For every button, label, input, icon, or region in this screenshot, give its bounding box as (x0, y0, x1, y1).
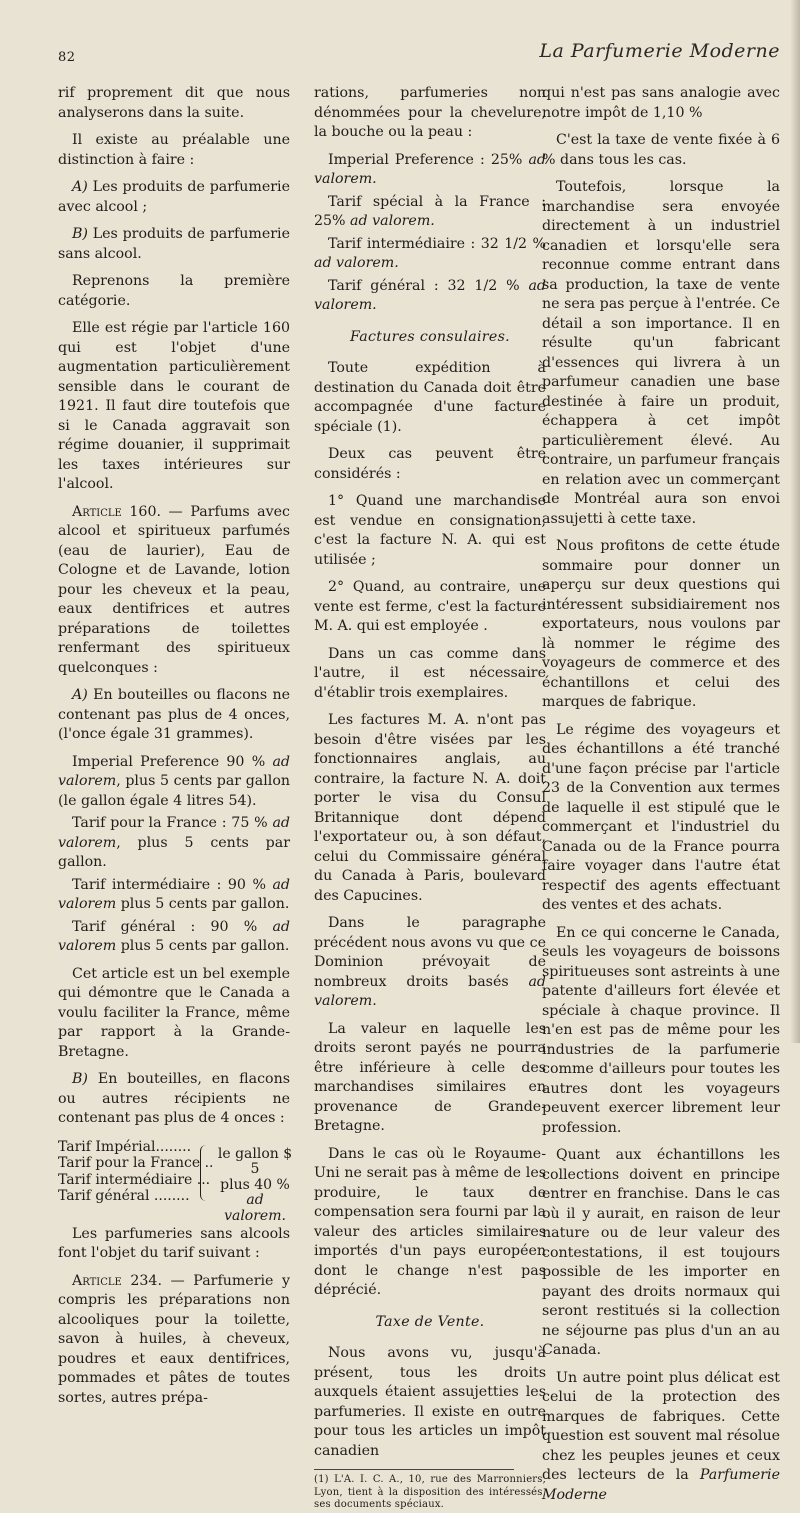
paragraph (314, 235, 546, 274)
paragraph (58, 876, 290, 915)
paragraph: La valeur en laquelle les droits seront payés ne pourra être inférieure à celle des marchandises similaires en provenance de Grande-Bretagne. (314, 1020, 546, 1134)
paragraph: Toute expédition à destination du Canada doit être accompagnée d'une facture spéciale (1). (314, 360, 546, 435)
paragraph: Les factures M. A. n'ont pas besoin d'être visées par les fonctionnaires anglais, au contraire, la facture N. A. doit porter le visa du Consul Britannique dont dépend l'exportateur ou, à son défaut, celui du Commissaire général du Canada à Paris, boulevard des Capucines. (314, 712, 546, 904)
paragraph (58, 918, 290, 957)
tarif-labels (58, 1138, 214, 1205)
italic-run: ad valorem. (314, 277, 546, 313)
text-run: Imperial Preference : 25% (328, 151, 529, 168)
running-head: La Parfumerie Moderne (539, 40, 780, 62)
article-text: — Parfums avec alcool et spiritueux parfumés (eau de laurier), Eau de Cologne et de Lavande, lotion pour les cheveux et la peau, eaux dentifrices et autres préparations de toilettes renfermant des spiritueux quelconques : (58, 503, 290, 676)
paragraph: Toutefois, lorsque la marchandise sera envoyée directement à un industriel canadien et lorsqu'elle sera reconnue comme entrant dans sa production, la taxe de vente ne sera pas perçue à l'entrée. Ce détail a son importance. Il en résulte qu'un fabricant d'essences qui livrera à un parfumeur canadien une base destinée à faire un produit, échappera à cet impôt particulièrement élevé. Au contraire, un parfumeur français en relation avec un commerçant de Montréal aura son envoi assujetti à cette taxe. (542, 179, 780, 527)
tarif-value (216, 1147, 294, 1225)
paragraph: Dans un cas comme dans l'autre, il est nécessaire d'établir trois exemplaires. (314, 645, 546, 701)
paragraph: Reprenons la première catégorie. (58, 273, 290, 309)
tarif-value-line: ad valorem. (224, 1192, 286, 1224)
tarif-row: Tarif pour la France .. (58, 1155, 214, 1171)
text-run: Tarif général : 32 1/2 % (328, 277, 529, 294)
column-2 (314, 84, 546, 1512)
paragraph (58, 1070, 290, 1129)
paragraph: 1° Quand une marchandise est vendue en consignation, c'est la facture N. A. qui est utilisée ; (314, 493, 546, 568)
text-run: , plus 5 cents par gallon (le gallon égale 4 litres 54). (58, 773, 290, 809)
tarif-value-line: plus 40 % (220, 1176, 290, 1193)
item-label: A) (72, 687, 88, 703)
paragraph: Quant aux échantillons les collections doivent en principe entrer en franchise. Dans le cas où il y aurait, en raison de leur nature ou de leur valeur des contestations, il est toujours possible de les importer en payant des droits normaux qui seront restitués si la collection ne séjourne pas plus d'un an au Canada. (542, 1147, 780, 1358)
italic-run: ad valorem (314, 973, 546, 1009)
italic-run: ad valorem. (314, 151, 546, 187)
paragraph (58, 814, 290, 873)
text-run: plus 5 cents par gallon. (116, 938, 290, 954)
text-run: Un autre point plus délicat est celui de la protection des marques de fabriques. Cette question est souvent mal résolue chez les peuples jeunes et ceux des lecteurs de la (542, 1369, 780, 1483)
paragraph (58, 753, 290, 812)
italic-run: ad valorem (58, 753, 290, 789)
text-run: , plus 5 cents par gallon. (58, 834, 290, 870)
text-run: . (372, 993, 377, 1009)
article-heading: Article 160. (72, 503, 161, 520)
paragraph (58, 686, 290, 745)
paragraph (314, 151, 546, 190)
column-1 (58, 84, 293, 1416)
text-run: Tarif pour la France : 75 % (72, 815, 273, 831)
text-run: Tarif général : 90 % (72, 918, 273, 935)
paragraph: En ce qui concerne le Canada, seuls les voyageurs de boissons spiritueuses sont astreints à une patente d'ailleurs fort élevée et spéciale à chaque province. Il n'en est pas de même pour les industries de la parfumerie comme d'ailleurs pour toutes les autres dont les voyageurs peuvent exercer librement leur profession. (542, 924, 780, 1136)
item-label: A) (72, 179, 88, 195)
paragraph (58, 178, 290, 217)
text-run: Tarif intermédiaire : 32 1/2 % (328, 235, 546, 252)
column-3 (542, 84, 780, 1513)
item-label: B) (72, 1071, 88, 1087)
paragraph: Les parfumeries sans alcools font l'objet du tarif suivant : (58, 1225, 290, 1261)
paragraph (58, 1272, 290, 1409)
paragraph: Il existe au préalable une distinction à faire : (58, 132, 290, 168)
paragraph (542, 1369, 780, 1506)
paragraph: 2° Quand, au contraire, une vente est ferme, c'est la facture M. A. qui est employée . (314, 579, 546, 634)
text-run: Tarif intermédiaire : 90 % (72, 876, 273, 893)
page-number: 82 (58, 50, 76, 65)
paragraph: Deux cas peuvent être considérés : (314, 446, 546, 482)
paragraph: C'est la taxe de vente fixée à 6 % dans tous les cas. (542, 132, 780, 168)
tarif-row: Tarif intermédiaire ... (58, 1171, 211, 1188)
article-text: — Parfumerie y compris les préparations non alcooliques pour la toilette, savon à huiles, à cheveux, poudres et eaux dentifrices, pommades et pâtes de toutes sortes, autres prépa- (58, 1272, 290, 1406)
italic-run: ad valorem (58, 815, 290, 851)
item-text: En bouteilles ou flacons ne contenant pas plus de 4 onces, (l'once égale 31 grammes). (58, 687, 290, 742)
footnote-divider (314, 1469, 514, 1470)
paragraph: Cet article est un bel exemple qui démontre que le Canada a voulu faciliter la France, même par rapport à la Grande-Bretagne. (58, 965, 290, 1060)
tarif-table (58, 1138, 293, 1224)
tarif-value-line: le gallon $ 5 (217, 1145, 293, 1177)
paragraph: Le régime des voyageurs et des échantillons a été tranché d'une façon précise par l'article 23 de la Convention aux termes de laquelle il est stipulé que le commerçant et l'industriel du Canada ou de la France pourra faire voyager dans l'autre état respectif des agents effectuant des ventes et des achats. (542, 721, 780, 913)
article-heading: Article 234. (72, 1272, 162, 1289)
paragraph: Elle est régie par l'article 160 qui est l'objet d'une augmentation particulièrement sensible dans le courant de 1921. Il faut dire toutefois que si le Canada aggravait son régime douanier, il supprimait les taxes intérieures sur l'alcool. (58, 320, 290, 492)
footnote: (1) L'A. I. C. A., 10, rue des Marronniers, Lyon, tient à la disposition des intéressés, ses documents spéciaux. (314, 1474, 546, 1510)
paragraph (58, 503, 290, 679)
italic-run: ad valorem. (314, 255, 399, 271)
paragraph: Nous avons vu, jusqu'à présent, tous les droits auxquels étaient assujetties les parfumeries. Il existe en outre pour tous les articles un impôt canadien (314, 1345, 546, 1459)
section-heading: Taxe de Vente. (375, 1313, 485, 1330)
text-run: Dans le paragraphe précédent nous avons vu que ce Dominion prévoyait de nombreux droits basés (314, 915, 546, 990)
paragraph (314, 277, 546, 316)
paragraph: Nous profitons de cette étude sommaire pour donner un aperçu sur deux questions qui intéressent subsidiairement nos exportateurs, nous voulons par là nommer le régime des voyageurs de commerce et des échantillons et celui des marques de fabrique. (542, 538, 780, 710)
item-text: Les produits de parfumerie avec alcool ; (58, 179, 290, 215)
italic-run: ad valorem (58, 918, 290, 954)
paragraph: rif proprement dit que nous analyserons dans la suite. (58, 85, 290, 121)
text-run: Tarif spécial à la France : 25% (314, 193, 546, 229)
item-text: Les produits de parfumerie sans alcool. (58, 226, 290, 262)
brace (200, 1145, 211, 1201)
item-label: B) (72, 226, 88, 242)
text-run: Imperial Preference 90 % (72, 753, 273, 770)
text-run: plus 5 cents par gallon. (116, 896, 290, 912)
paragraph (58, 225, 290, 264)
paragraph (314, 193, 546, 232)
italic-run: ad valorem (58, 876, 290, 912)
italic-run: Parfumerie Moderne (542, 1467, 780, 1503)
tarif-row: Tarif Impérial........ (58, 1138, 192, 1155)
paragraph: rations, parfumeries non dénommées pour la chevelure, la bouche ou la peau : (314, 85, 546, 140)
paragraph: qui n'est pas sans analogie avec notre impôt de 1,10 % (542, 85, 780, 121)
item-text: En bouteilles, en flacons ou autres récipients ne contenant pas plus de 4 onces : (58, 1071, 290, 1126)
italic-run: ad valorem. (350, 213, 435, 229)
section-heading: Factures consulaires. (350, 328, 510, 345)
paragraph: Dans le cas où le Royaume-Uni ne serait pas à même de les produire, le taux de compensation sera fourni par la valeur des articles similaires importés d'un pays européen dont le change n'est pas déprécié. (314, 1145, 546, 1298)
paragraph (314, 914, 546, 1012)
tarif-row: Tarif général ........ (58, 1188, 190, 1204)
scan-shadow (790, 0, 800, 1043)
